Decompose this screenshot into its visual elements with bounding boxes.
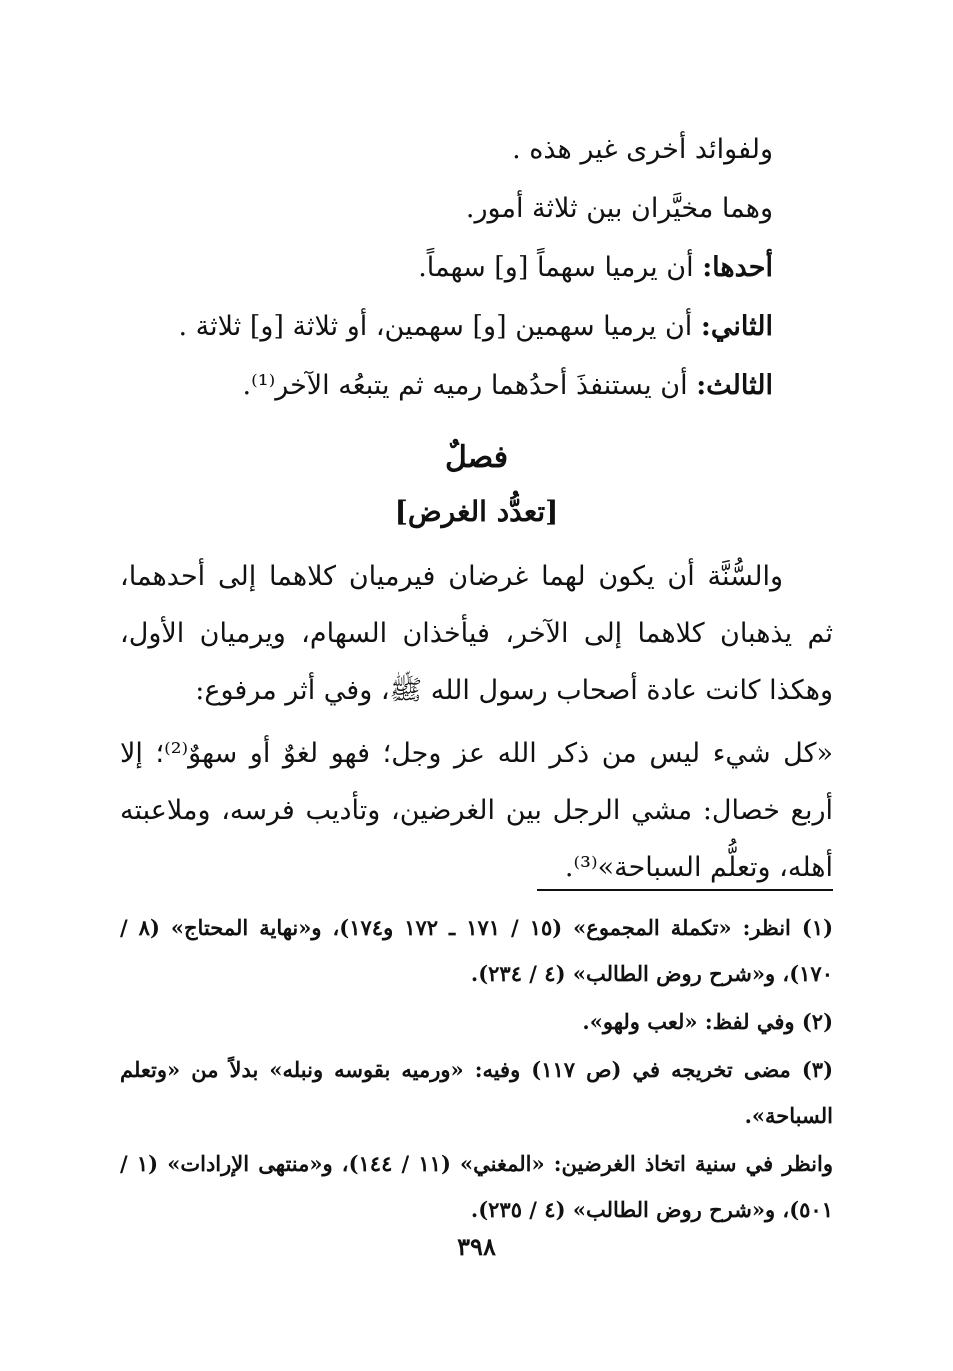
line-text: وهما مخيَّران بين ثلاثة أمور.: [465, 193, 773, 224]
line-third: [153, 356, 773, 415]
footnote-divider: [537, 889, 833, 891]
footnote-3-continued: وانظر في سنية اتخاذ الغرضين: «المغني» (١١ / ١٤٤)، و«منتهى الإرادات» (١ / ٥٠١)، و«شرح روض الطالب» (٤ / ٢٣٥).: [120, 1151, 834, 1222]
line-first: [153, 238, 773, 297]
footnote-2: (٢) وفي لفظ: «لعب ولهو».: [582, 1009, 833, 1034]
line-text: أن يرميا سهمين [و] سهمين، أو ثلاثة [و] ثلاثة .: [178, 311, 701, 342]
line-text: أن يستنفذَ أحدُهما رميه ثم يتبعُه الآخر⁽¹⁾.: [242, 370, 697, 401]
section-subtitle: [تعدُّد الغرض]: [394, 495, 559, 528]
line-label: أحدها:: [702, 252, 773, 283]
line-2: [153, 179, 773, 238]
section-title: فصلٌ: [444, 440, 509, 475]
body-text: [120, 548, 833, 902]
line-text: أن يرميا سهماً [و] سهماً.: [418, 252, 703, 283]
line-label: الثاني:: [700, 311, 773, 342]
line-text: ولفوائد أخرى غير هذه .: [512, 134, 773, 165]
paragraph-hadith: «كل شيء ليس من ذكر الله عز وجل؛ فهو لغوٌ أو سهوٌ⁽²⁾؛ إلا أربع خصال: مشي الرجل بين الغرضين، وتأديب فرسه، وملاعبته أهله، وتعلُّم السباحة»⁽³⁾.: [120, 738, 833, 883]
line-1: [153, 120, 773, 179]
page-number: ٣٩٨: [457, 1232, 496, 1261]
line-second: [153, 297, 773, 356]
paragraph-sunnah: والسُّنَّة أن يكون لهما غرضان فيرميان كلاهما إلى أحدهما، ثم يذهبان كلاهما إلى الآخر، فيأخذان السهام، ويرميان الأول، وهكذا كانت عادة أصحاب رسول الله ﷺ، وفي أثر مرفوع:: [120, 561, 833, 706]
footnote-1: (١) انظر: «تكملة المجموع» (١٥ / ١٧١ ـ ١٧٢ و١٧٤)، و«نهاية المحتاج» (٨ / ١٧٠)، و«شرح روض الطالب» (٤ / ٢٣٤).: [120, 915, 834, 986]
footnote-3: (٣) مضى تخريجه في (ص ١١٧) وفيه: «ورميه بقوسه ونبله» بدلاً من «وتعلم السباحة».: [120, 1057, 833, 1128]
line-label: الثالث:: [696, 370, 773, 401]
top-lines: [153, 120, 773, 415]
footnotes: [120, 905, 833, 1235]
